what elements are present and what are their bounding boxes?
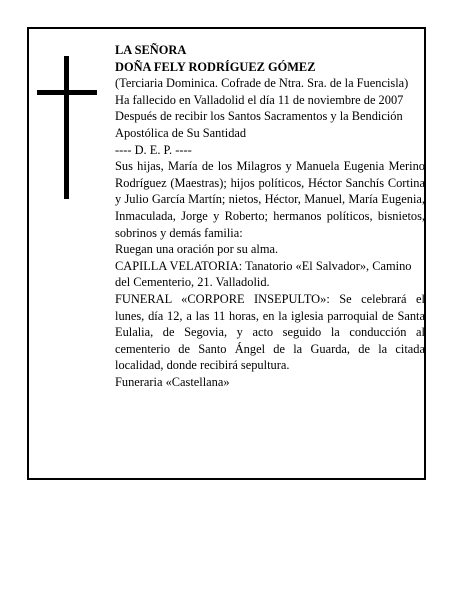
death-statement: Ha fallecido en Valladolid el día 11 de noviembre de 2007 xyxy=(115,92,404,107)
cross-horizontal-bar xyxy=(37,90,97,95)
funeral-home: Funeraria «Castellana» xyxy=(115,374,230,389)
affiliation-text: (Terciaria Dominica. Cofrade de Ntra. Sra. de la Fuencisla) xyxy=(115,76,409,91)
chapel-info: CAPILLA VELATORIA: Tanatorio «El Salvador», Camino del Cementerio, 21. Valladolid. xyxy=(115,258,412,290)
notice-heading: LA SEÑORA xyxy=(115,43,187,57)
family-list: Sus hijas, María de los Milagros y Manuela Eugenia Merino Rodríguez (Maestras); hijos políticos, Héctor Sanchís Cortina y Julio García Martín; nietos, Héctor, Manuel, María Eugenia, Inmaculada, Jorge y Roberto; hermanos políticos, bisnietos, sobrinos y demás familia: xyxy=(115,159,425,240)
sacraments-statement: Después de recibir los Santos Sacramentos y la Bendición Apostólica de Su Santidad xyxy=(115,109,403,140)
cross-vertical-bar xyxy=(64,56,69,199)
obituary-notice xyxy=(27,27,426,480)
notice-text-block xyxy=(115,42,425,390)
cross-icon xyxy=(37,56,97,199)
funeral-info: FUNERAL «CORPORE INSEPULTO»: Se celebrará el lunes, día 12, a las 11 horas, en la iglesia parroquial de Santa Eulalia, de Segovia, y acto seguido la conducción al cementerio de Santo Ángel de la Guarda, de la citada localidad, donde recibirá sepultura. xyxy=(115,291,425,373)
prayer-request: Ruegan una oración por su alma. xyxy=(115,242,279,257)
deceased-name: DOÑA FELY RODRÍGUEZ GÓMEZ xyxy=(115,59,316,74)
rip-line: ---- D. E. P. ---- xyxy=(115,142,192,157)
